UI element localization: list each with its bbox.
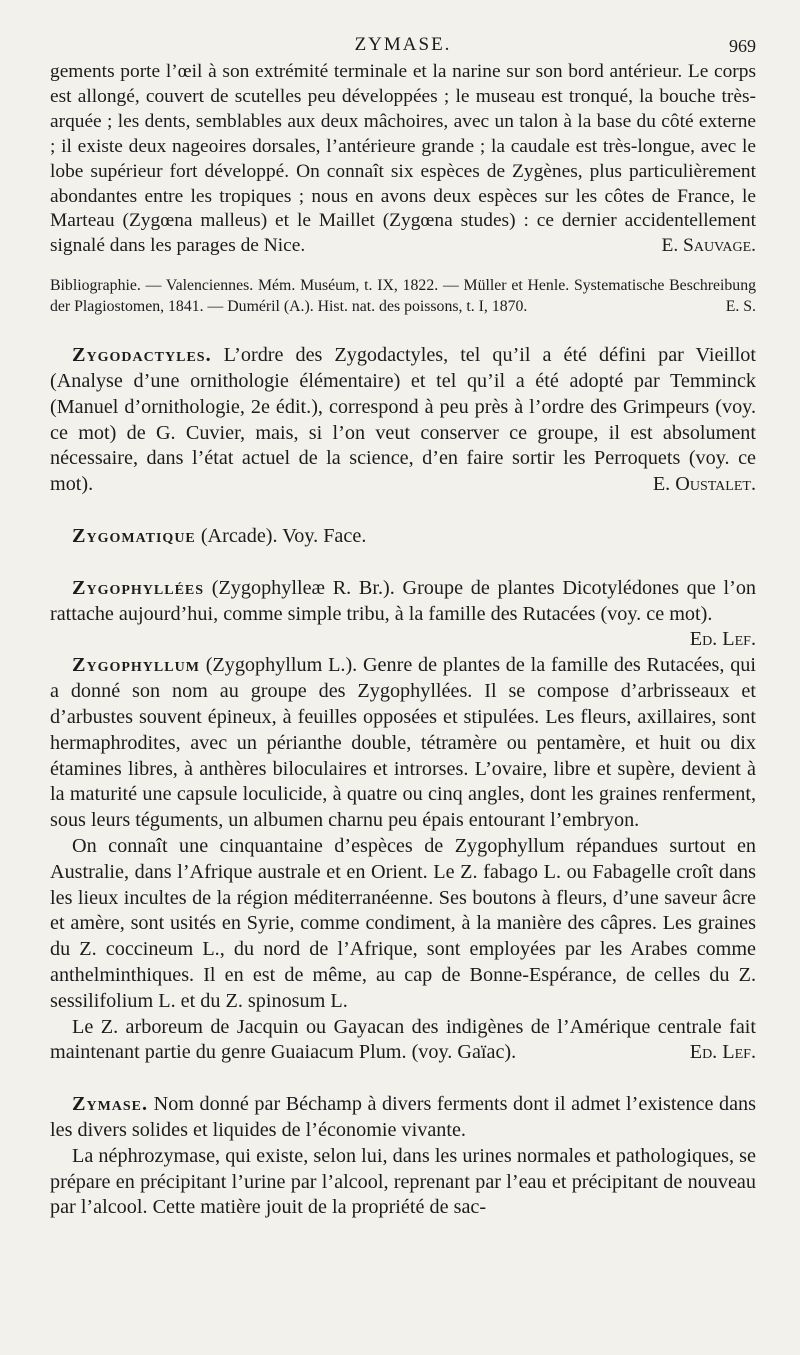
- signature-es: E. S.: [725, 298, 756, 316]
- zygophyllum-paragraph-1: (Zygophyllum L.). Genre de plantes de la famille des Rutacées, qui a donné son nom au groupe des Zygophyllées. Il se compose d’arbrisseaux et d’arbustes souvent épineux, à feuilles opposées et stipulées. Les fleurs, axillaires, sont hermaphrodites, avec un périanthe double, tétramère ou pentamère, et huit ou dix étamines libres, à anthères biloculaires et introrses. L’ovaire, libre et supère, devient à la maturité une capsule loculicide, à quatre ou cinq angles, dont les graines renferment, sous leurs téguments, un albumen charnu peu épais entourant l’embryon.: [50, 654, 756, 832]
- signature-ed-lef-2: Ed. Lef.: [689, 1041, 756, 1064]
- zymase-paragraph-1: Nom donné par Béchamp à divers ferments dont il admet l’existence dans les divers solides et liquides de l’économie vivante.: [50, 1093, 757, 1141]
- zygophyllees-text: (Zygophylleæ R. Br.). Groupe de plantes Dicotylédones que l’on rattache aujourd’hui, comme simple tribu, à la famille des Rutacées (voy. ce mot).: [50, 576, 757, 625]
- zygophyllum-paragraph-3: Le Z. arboreum de Jacquin ou Gayacan des indigènes de l’Amérique centrale fait maintenant partie du genre Guaiacum Plum. (voy. Gaïac).: [50, 1015, 756, 1064]
- sauvage-entry-paragraph: [50, 60, 756, 259]
- entry-zygophyllees: [50, 576, 757, 651]
- page-number: 969: [729, 36, 756, 56]
- headword-zygomatique: Zygomatique: [72, 525, 196, 548]
- zygodactyles-text: L’ordre des Zygodactyles, tel qu’il a été défini par Vieillot (Analyse d’une ornithologie élémentaire) et tel qu’il a été adopté par Temminck (Manuel d’ornithologie, 2e édit.), correspond à peu près à l’ordre des Grimpeurs (voy. ce mot) de G. Cuvier, mais, si l’on veut conserver ce groupe, il est absolument nécessaire, dans l’état actuel de la science, d’en faire sortir les Perroquets (voy. ce mot).: [50, 344, 757, 496]
- signature-sauvage: E. Sauvage.: [661, 235, 756, 257]
- zygophyllum-paragraph-2: On connaît une cinquantaine d’espèces de Zygophyllum répandues surtout en Australie, dans l’Afrique australe et en Orient. Le Z. fabago L. ou Fabagelle croît dans les lieux incultes de la région méditerranéenne. Ses boutons à fleurs, d’une saveur âcre et amère, sont usités en Syrie, comme condiment, à la manière des câpres. Les graines du Z. coccineum L., du nord de l’Afrique, sont employées par les Arabes comme anthelminthiques. Il en est de même, au cap de Bonne-Espérance, de celles du Z. sessilifolium L. et du Z. spinosum L.: [50, 835, 756, 1012]
- entry-zygodactyles: [50, 343, 756, 498]
- entry-zymase: [50, 1092, 756, 1144]
- headword-zygodactyles: Zygodactyles.: [72, 344, 212, 367]
- bibliography-text: Bibliographie. — Valenciennes. Mém. Muséum, t. IX, 1822. — Müller et Henle. Systematische Beschreibung der Plagiostomen, 1841. — Duméril (A.). Hist. nat. des poissons, t. I, 1870.: [50, 277, 756, 316]
- headword-zymase: Zymase.: [72, 1093, 149, 1116]
- running-title: ZYMASE.: [354, 34, 452, 55]
- running-head: [50, 30, 756, 60]
- bibliography: [50, 275, 756, 317]
- zymase-paragraph-2: La néphrozymase, qui existe, selon lui, dans les urines normales et pathologiques, se prépare en précipitant l’urine par l’alcool, reprenant par l’eau et précipitant de nouveau par l’alcool. Cette matière jouit de la propriété de sac-: [50, 1144, 756, 1219]
- headword-zygophyllees: Zygophyllées: [72, 576, 205, 599]
- zymase-paragraph-2-block: [50, 1144, 756, 1221]
- zygomatique-text: (Arcade). Voy. Face.: [200, 525, 367, 548]
- headword-zygophyllum: Zygophyllum: [72, 654, 200, 677]
- signature-oustalet: E. Oustalet.: [652, 473, 756, 496]
- signature-ed-lef-1: Ed. Lef.: [689, 628, 756, 651]
- entry-zygomatique: [50, 524, 756, 550]
- zygophyllum-paragraph-3-block: [50, 1015, 756, 1067]
- entry-zygophyllum: [50, 653, 756, 834]
- zygophyllum-paragraph-2-block: [50, 834, 756, 1015]
- sauvage-entry-text: gements porte l’œil à son extrémité terminale et la narine sur son bord antérieur. Le corps est allongé, couvert de scutelles peu développées ; le museau est tronqué, la bouche très-arquée ; les dents, semblables aux deux mâchoires, avec un talon à la base du côté externe ; il existe deux nageoires dorsales, l’antérieure grande ; la caudale est très-longue, avec le lobe supérieur fort développé. On connaît six espèces de Zygènes, plus particulièrement abondantes entre les tropiques ; nous en avons deux espèces sur les côtes de France, le Marteau (Zygœna malleus) et le Maillet (Zygœna studes) : ce dernier accidentellement signalé dans les parages de Nice.: [50, 61, 756, 257]
